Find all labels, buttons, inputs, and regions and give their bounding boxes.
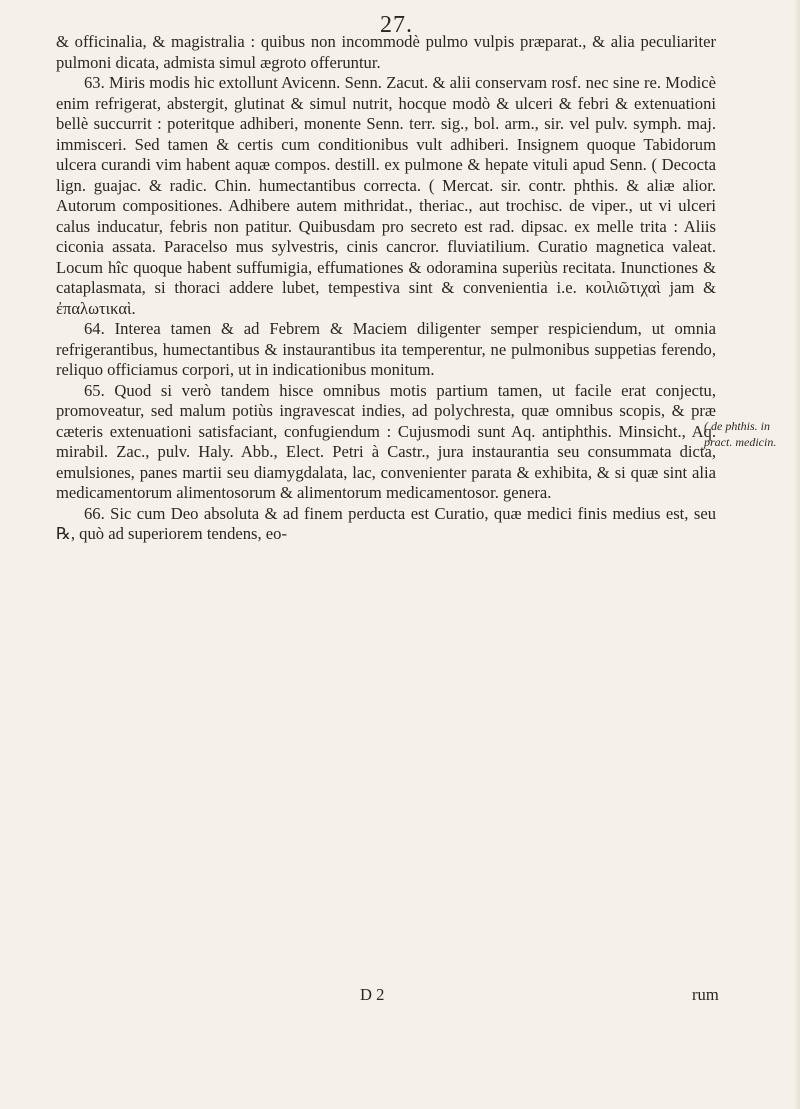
margin-note: ( de phthis. in pract. medicin. <box>704 419 777 449</box>
catchword: rum <box>692 985 719 1004</box>
paragraph-65: 65. Quod si verò tandem hisce omnibus motis partium tamen, ut facile erat conjectu, promoveatur, sed malum potiùs ingravescat indies, ad polychresta, quæ omnibus scopis, & præ cæteris extenuationi satisfaciant, confugiendum : Cujusmodi sunt Aq. antiphthis. Minsicht., Aq. mirabil. Zac., pulv. Haly. Abb., Elect. Petri à Castr., jura instaurantia seu consummata dicta, emulsiones, panes martii seu diamygdalata, lac, convenienter parata & exhibita, & si quæ sint alia medicamentorum alimentosorum & alimentorum medicamentosor. genera. <box>56 380 716 502</box>
paragraph-64: 64. Interea tamen & ad Febrem & Maciem diligenter semper respiciendum, ut omnia refrigerantibus, humectantibus & instaurantibus ita temperentur, ne pulmonibus suppetias ferendo, reliquo officiamus corpori, ut in indicationibus monitum. <box>56 319 716 379</box>
signature-mark: D 2 <box>360 985 385 1004</box>
body-text <box>56 32 716 545</box>
paragraph-63: 63. Miris modis hic extollunt Avicenn. Senn. Zacut. & alii conservam rosf. nec sine re. Modicè enim refrigerat, abstergit, glutinat & simul nutrit, hocque modò & ulceri & febri & extenuationi bellè succurrit : poteritque adhiberi, monente Senn. terr. sig., bol. arm., sir. vel pulv. symph. maj. immisceri. Sed tamen & certis cum conditionibus vult adhiberi. Insignem quoque Tabidorum ulcera curandi vim habent aquæ compos. destill. ex pulmone & hepate vituli apud Senn. ( Decocta lign. guajac. & radic. Chin. humectantibus correcta. ( Mercat. sir. contr. phthis. & aliæ alior. Autorum compositiones. Adhibere autem mithridat., theriac., aut trochisc. de viper., ut vi ulceri calus inducatur, febris non patitur. Quibusdam pro secreto est rad. dipsac. ex melle trita : Aliis ciconia assata. Paracelso mus sylvestris, cinis cancror. fluviatilium. Curatio magnetica valeat. Locum hîc quoque habent suffumigia, effumationes & odoramina superiùs recitata. Inunctiones & cataplasmata, si thoraci addere lubet, tempestiva sint & convenientia i.e. κοιλιῶτιχαὶ jam & ἐπαλωτικαὶ. <box>56 73 716 318</box>
paragraph-66: 66. Sic cum Deo absoluta & ad finem perducta est Curatio, quæ medici finis medius est, seu ℞, quò ad superiorem tendens, eo- <box>56 503 716 543</box>
page-edge-shadow <box>794 0 800 1109</box>
paragraph-continuation: & officinalia, & magistralia : quibus non incommodè pulmo vulpis præparat., & alia peculiariter pulmoni dicata, admista simul ægroto offeruntur. <box>56 32 716 72</box>
page-number: 27. <box>380 12 413 38</box>
